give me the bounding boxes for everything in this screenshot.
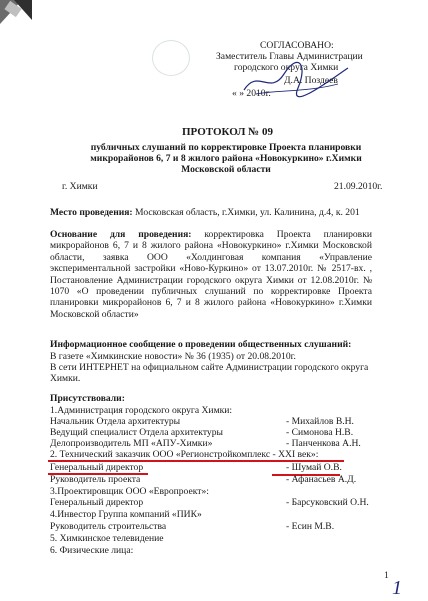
subtitle-line-1: публичных слушаний по корректировке Проекта планировки xyxy=(90,142,362,153)
info-line-3: Химки. xyxy=(50,373,81,384)
present-row-left: Делопроизводитель МП «АПУ-Химки» xyxy=(50,438,213,449)
basis-label: Основание для проведения: xyxy=(50,229,192,240)
present-row-left: 2. Технический заказчик ООО «Регионстройкомплекс - XXI век»: xyxy=(50,449,319,460)
present-row-left: Начальник Отдела архитектуры xyxy=(50,416,181,427)
info-line-2: В сети ИНТЕРНЕТ на официальном сайте Администрации городского округа xyxy=(50,362,369,373)
handwritten-page-number: 1 xyxy=(392,577,402,599)
present-row-left: 6. Физические лица: xyxy=(50,545,134,556)
venue-text: Московская область, г.Химки, ул. Калинина, д.4, к. 201 xyxy=(135,207,360,218)
approval-position: Заместитель Главы Администрации xyxy=(216,51,363,62)
document-title: ПРОТОКОЛ № 09 xyxy=(182,126,273,138)
approval-heading: СОГЛАСОВАНО: xyxy=(260,40,334,51)
present-row-right: - Афанасьев А.Д. xyxy=(286,474,357,485)
present-row-right: - Симонова Н.В. xyxy=(286,427,354,438)
protocol-date: 21.09.2010г. xyxy=(334,181,383,192)
approval-organization: городского округа Химки xyxy=(234,62,339,73)
present-row-left: Руководитель проекта xyxy=(50,474,141,485)
info-label: Информационное сообщение о проведении общественных слушаний: xyxy=(50,339,352,350)
present-row-left: Генеральный директор xyxy=(50,462,144,473)
present-row-left: Руководитель строительства xyxy=(50,521,167,532)
present-row-left: 1.Администрация городского округа Химки: xyxy=(50,405,233,416)
present-row-left: 5. Химкинское телевидение xyxy=(50,533,164,544)
present-row-left: 3.Проектировщик ООО «Европроект»: xyxy=(50,486,209,497)
page-number: 1 xyxy=(384,570,389,581)
present-row-right: - Барсуковский О.Н. xyxy=(286,497,369,508)
present-row-right: - Есин М.В. xyxy=(286,521,335,532)
present-row-right: - Шумай О.В. xyxy=(286,462,342,473)
approval-date-line: « » 2010г. xyxy=(232,88,271,99)
present-row-left: 4.Инвестор Группа компаний «ПИК» xyxy=(50,509,202,520)
present-row-left: Ведущий специалист Отдела архитектуры xyxy=(50,427,223,438)
info-line-1: В газете «Химкинские новости» № 36 (1935) от 20.08.2010г. xyxy=(50,351,296,362)
approval-signatory: Д.А. Поздеев xyxy=(284,75,338,86)
present-label: Присутствовали: xyxy=(50,393,125,404)
venue-label: Место проведения: xyxy=(50,207,133,218)
basis-paragraph xyxy=(50,229,372,320)
place-city: г. Химки xyxy=(62,181,98,192)
basis-text: корректировка Проекта планировки микрорайонов 6, 7 и 8 жилого района «Новокуркино» г.Химки Московской области, заявка ООО «Холдинговая компания «Управление экспериментальной застройки «Ново-Куркино» от 13.07.2010г. № 2517-вх. , Постановление Администрации городского округа Химки от 12.08.2010г. № 1070 «О проведении публичных слушаний по корректировке Проекта планировки микрорайонов 6, 7 и 8 жилого района «Новокуркино» г.Химки Московской области» xyxy=(50,229,372,320)
faded-stamp xyxy=(152,40,190,76)
scanner-corner-mark xyxy=(0,0,32,38)
approval-signature xyxy=(238,60,358,100)
present-row-right: - Михайлов В.Н. xyxy=(286,416,354,427)
present-row-right: - Панченкова А.Н. xyxy=(286,438,361,449)
subtitle-line-3: Московской области xyxy=(181,164,271,175)
present-row-left: Генеральный директор xyxy=(50,497,144,508)
subtitle-line-2: микрорайонов 6, 7 и 8 жилого района «Новокуркино» г.Химки xyxy=(90,153,362,164)
venue-line xyxy=(50,207,360,218)
